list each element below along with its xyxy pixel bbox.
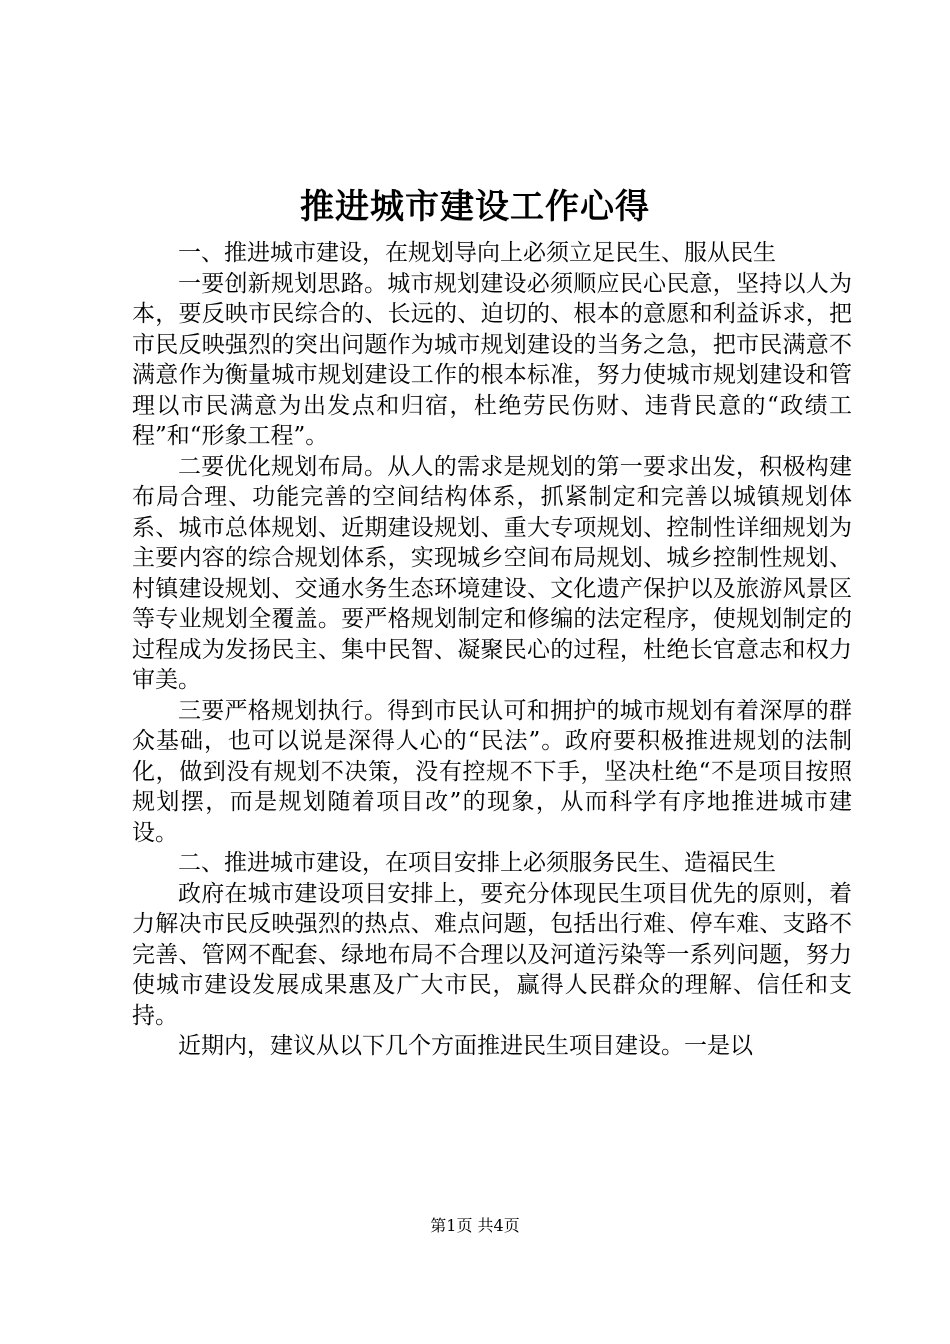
paragraph: 三要严格规划执行。得到市民认可和拥护的城市规划有着深厚的群众基础，也可以说是深得人心的“民法”。政府要积极推进规划的法制化，做到没有规划不决策，没有控规不下手，坚决杜绝“不是项目按照规划摆，而是规划随着项目改”的现象，从而科学有序地推进城市建设。 bbox=[132, 697, 852, 846]
document-title: 推进城市建设工作心得 bbox=[300, 187, 650, 227]
paragraph: 政府在城市建设项目安排上，要充分体现民生项目优先的原则，着力解决市民反映强烈的热点、难点问题，包括出行难、停车难、支路不完善、管网不配套、绿地布局不合理以及河道污染等一系列问题，努力使城市建设发展成果惠及广大市民，赢得人民群众的理解、信任和支持。 bbox=[132, 880, 852, 1029]
heading-section-1: 一、推进城市建设，在规划导向上必须立足民生、服从民生 bbox=[178, 240, 776, 266]
page-number-footer: 第1页 共4页 bbox=[430, 1216, 520, 1235]
paragraph: 二要优化规划布局。从人的需求是规划的第一要求出发，积极构建布局合理、功能完善的空间结构体系，抓紧制定和完善以城镇规划体系、城市总体规划、近期建设规划、重大专项规划、控制性详细规划为主要内容的综合规划体系，实现城乡空间布局规划、城乡控制性规划、村镇建设规划、交通水务生态环境建设、文化遗产保护以及旅游风景区等专业规划全覆盖。要严格规划制定和修编的法定程序，使规划制定的过程成为发扬民主、集中民智、凝聚民心的过程，杜绝长官意志和权力审美。 bbox=[132, 453, 852, 693]
heading-section-2: 二、推进城市建设，在项目安排上必须服务民生、造福民生 bbox=[178, 850, 776, 876]
paragraph: 近期内，建议从以下几个方面推进民生项目建设。一是以 bbox=[178, 1033, 753, 1059]
paragraph: 一要创新规划思路。城市规划建设必须顺应民心民意，坚持以人为本，要反映市民综合的、长远的、迫切的、根本的意愿和利益诉求，把市民反映强烈的突出问题作为城市规划建设的当务之急，把市民满意不满意作为衡量城市规划建设工作的根本标准，努力使城市规划建设和管理以市民满意为出发点和归宿，杜绝劳民伤财、违背民意的“政绩工程”和“形象工程”。 bbox=[132, 270, 852, 449]
document-body bbox=[132, 238, 852, 1062]
